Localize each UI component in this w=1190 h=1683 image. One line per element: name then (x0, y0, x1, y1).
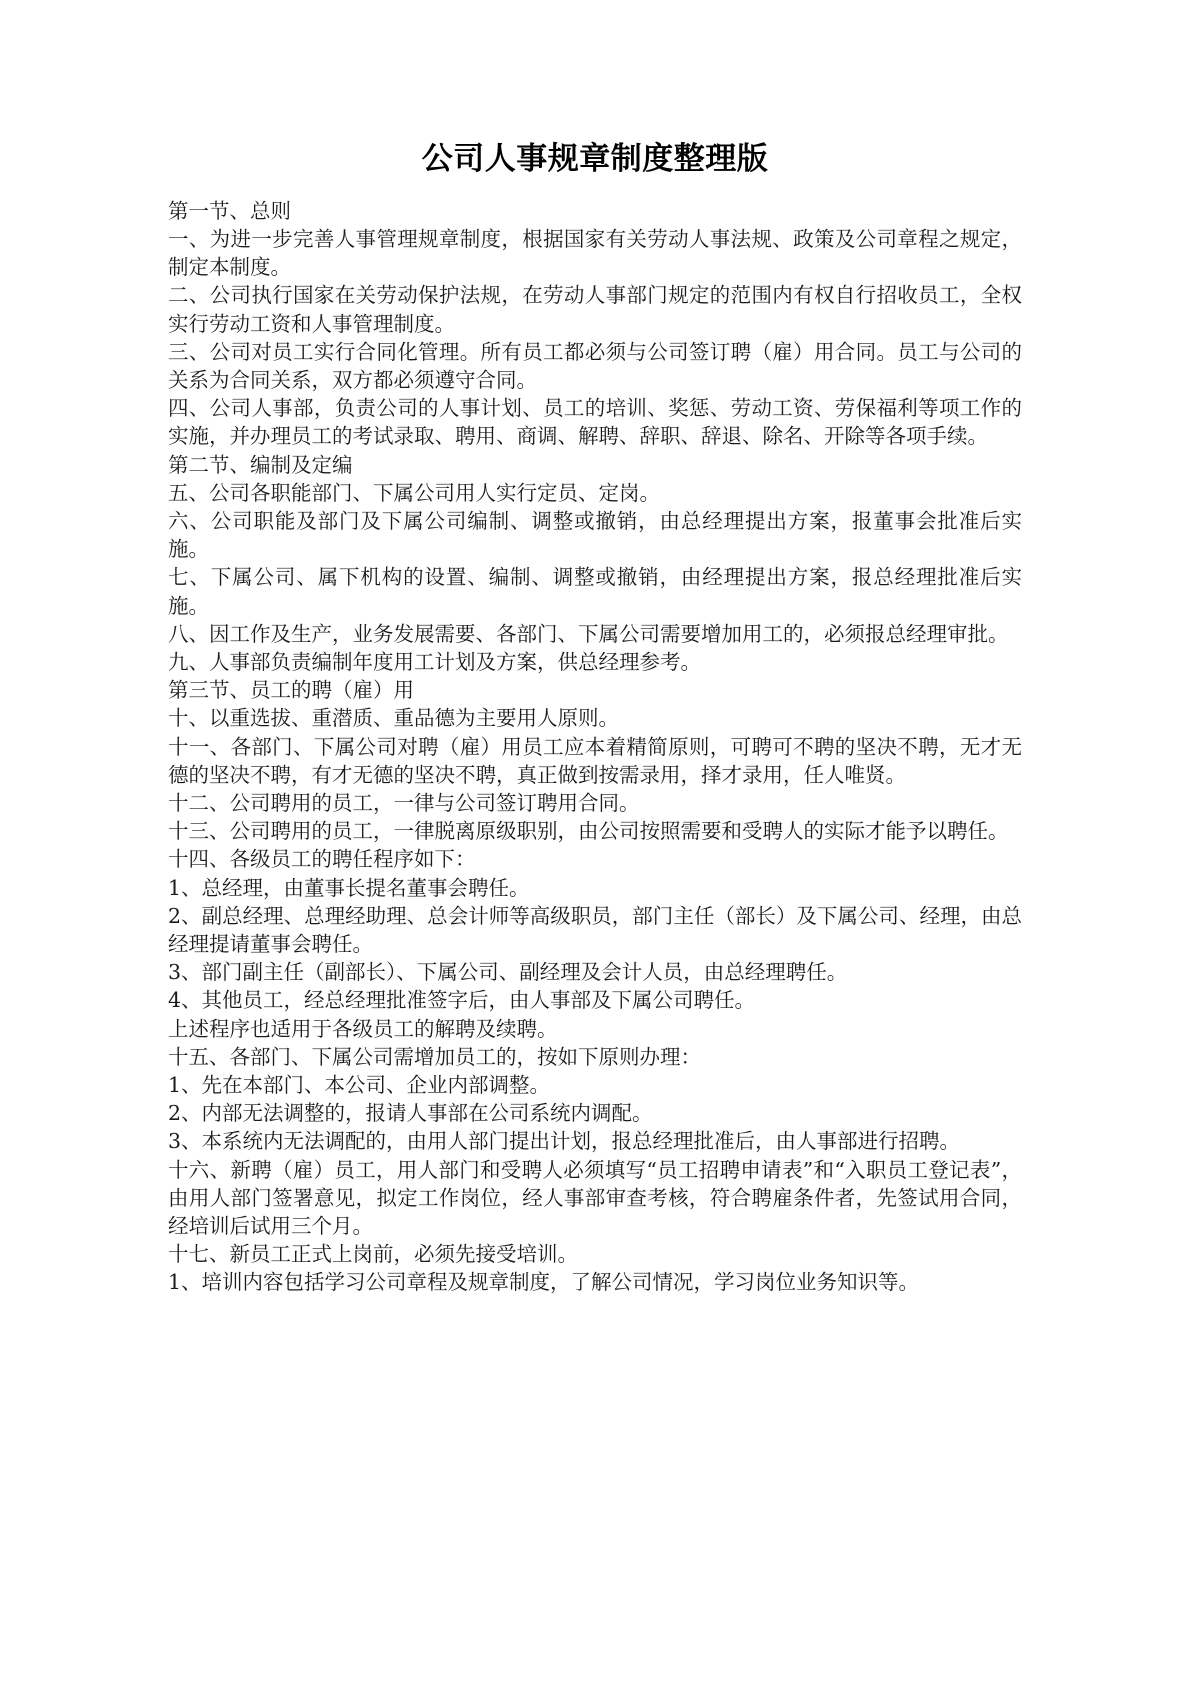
item-15: 十五、各部门、下属公司需增加员工的，按如下原则办理： (168, 1044, 701, 1069)
item-13: 十三、公司聘用的员工，一律脱离原级职别，由公司按照需要和受聘人的实际才能予以聘任。 (168, 819, 1009, 844)
item-7: 七、下属公司、属下机构的设置、编制、调整或撤销，由经理提出方案，报总经理批准后实施。 (168, 565, 1022, 618)
item-14: 十四、各级员工的聘任程序如下： (168, 847, 476, 872)
item-4: 四、公司人事部，负责公司的人事计划、员工的培训、奖惩、劳动工资、劳保福利等项工作的实施，并办理员工的考试录取、聘用、商调、解聘、辞职、辞退、除名、开除等各项手续。 (168, 396, 1022, 449)
document-content (168, 140, 1022, 1297)
item-3: 三、公司对员工实行合同化管理。所有员工都必须与公司签订聘（雇）用合同。员工与公司的关系为合同关系，双方都必须遵守合同。 (168, 339, 1022, 392)
item-9: 九、人事部负责编制年度用工计划及方案，供总经理参考。 (168, 650, 701, 674)
item-10: 十、以重选拔、重潜质、重品德为主要用人原则。 (168, 706, 619, 731)
page-title: 公司人事规章制度整理版 (421, 141, 769, 177)
item-14-sub-2: 2、副总经理、总理经助理、总会计师等高级职员，部门主任（部长）及下属公司、经理，由总经理提请董事会聘任。 (168, 903, 1022, 957)
item-14-sub-3: 3、部门副主任（副部长）、下属公司、副经理及会计人员，由总经理聘任。 (168, 960, 848, 985)
item-14-sub-4: 4、其他员工，经总经理批准签字后，由人事部及下属公司聘任。 (168, 988, 756, 1013)
item-12: 十二、公司聘用的员工，一律与公司签订聘用合同。 (168, 791, 640, 816)
item-5: 五、公司各职能部门、下属公司用人实行定员、定岗。 (168, 480, 660, 505)
item-15-sub-2: 2、内部无法调整的，报请人事部在公司系统内调配。 (168, 1101, 653, 1126)
item-15-sub-3: 3、本系统内无法调配的，由用人部门提出计划，报总经理批准后，由人事部进行招聘。 (168, 1129, 961, 1154)
item-17: 十七、新员工正式上岗前，必须先接受培训。 (168, 1242, 578, 1267)
document-body (168, 197, 1022, 1297)
section-1-heading: 第一节、总则 (168, 198, 291, 223)
section-3-heading: 第三节、员工的聘（雇）用 (168, 678, 414, 703)
item-8: 八、因工作及生产，业务发展需要、各部门、下属公司需要增加用工的，必须报总经理审批。 (168, 621, 1009, 646)
item-11: 十一、各部门、下属公司对聘（雇）用员工应本着精简原则，可聘可不聘的坚决不聘，无才无德的坚决不聘，有才无德的坚决不聘，真正做到按需录用，择才录用，任人唯贤。 (168, 734, 1022, 787)
item-14-sub-1: 1、总经理，由董事长提名董事会聘任。 (168, 875, 530, 900)
section-2-heading: 第二节、编制及定编 (168, 452, 353, 477)
item-14-note: 上述程序也适用于各级员工的解聘及续聘。 (168, 1016, 558, 1041)
item-1: 一、为进一步完善人事管理规章制度，根据国家有关劳动人事法规、政策及公司章程之规定，制定本制度。 (168, 226, 1022, 280)
item-6: 六、公司职能及部门及下属公司编制、调整或撤销，由总经理提出方案，报董事会批准后实施。 (168, 508, 1022, 562)
item-2: 二、公司执行国家在关劳动保护法规，在劳动人事部门规定的范围内有权自行招收员工，全权实行劳动工资和人事管理制度。 (168, 283, 1022, 336)
item-15-sub-1: 1、先在本部门、本公司、企业内部调整。 (168, 1073, 551, 1098)
item-16: 十六、新聘（雇）员工，用人部门和受聘人必须填写“员工招聘申请表”和“入职员工登记表”，由用人部门签署意见，拟定工作岗位，经人事部审查考核，符合聘雇条件者，先签试用合同，经培训后试用三个月。 (168, 1157, 1022, 1239)
item-17-sub-1: 1、培训内容包括学习公司章程及规章制度，了解公司情况，学习岗位业务知识等。 (168, 1270, 920, 1295)
